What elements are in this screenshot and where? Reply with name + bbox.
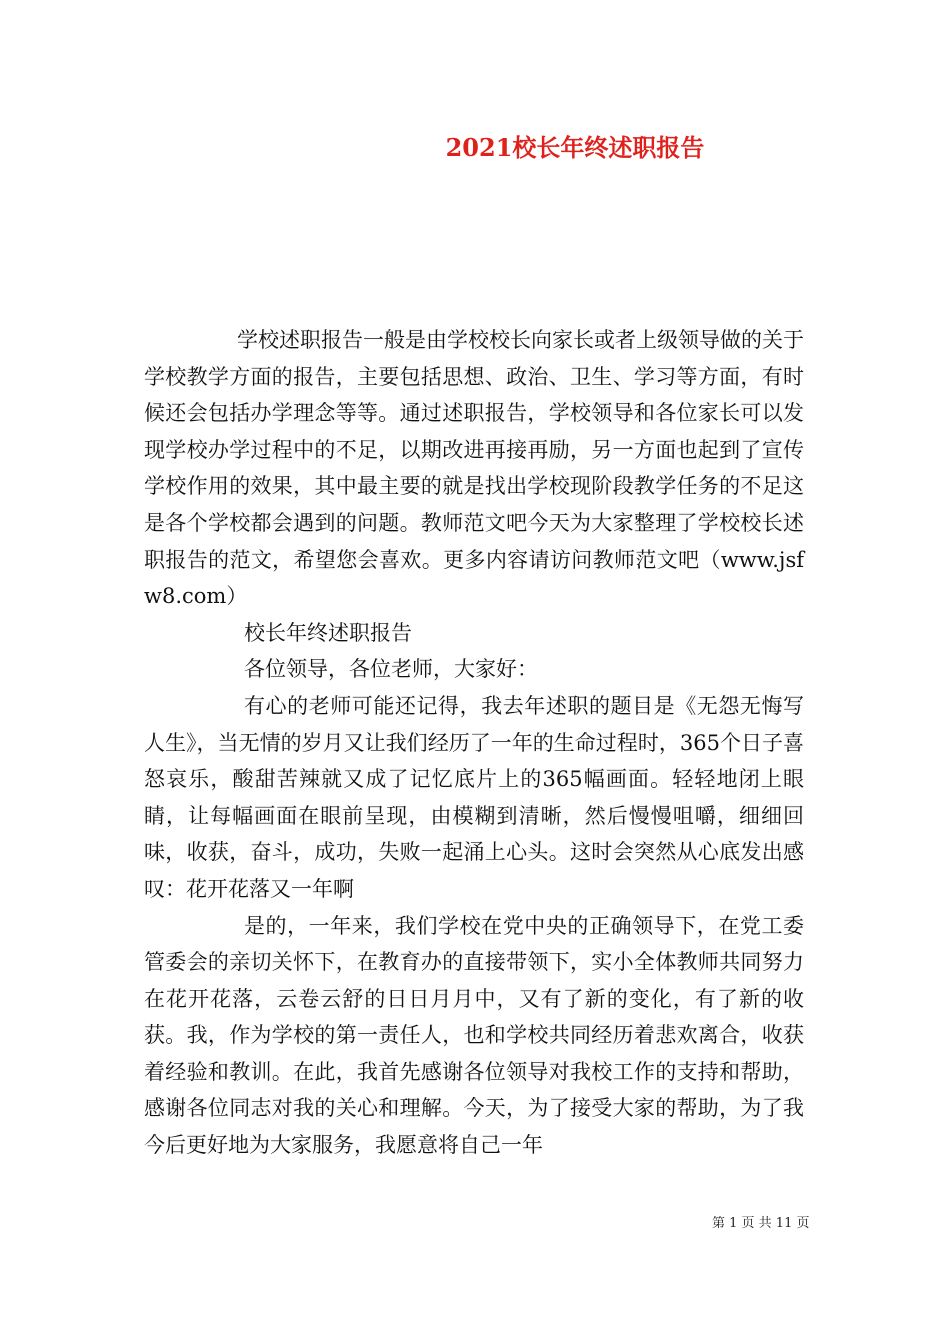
body-paragraph: 有心的老师可能还记得，我去年述职的题目是《无怨无悔写人生》，当无情的岁月又让我们经历了一年的生命过程时，365个日子喜怒哀乐，酸甜苦辣就又成了记忆底片上的365幅画面。轻轻地闭上眼睛，让每幅画面在眼前呈现，由模糊到清晰，然后慢慢咀嚼，细细回味，收获，奋斗，成功，失败一起涌上心头。这时会突然从心底发出感叹：花开花落又一年啊 <box>144 693 804 901</box>
greeting-line: 各位领导，各位老师，大家好： <box>244 657 538 682</box>
document-title-block <box>0 128 950 163</box>
report-heading-line: 校长年终述职报告 <box>244 620 412 645</box>
document-body <box>144 322 804 1164</box>
intro-paragraph: 学校述职报告一般是由学校校长向家长或者上级领导做的关于学校教学方面的报告，主要包括思想、政治、卫生、学习等方面，有时候还会包括办学理念等等。通过述职报告，学校领导和各位家长可以发现学校办学过程中的不足，以期改进再接再励，另一方面也起到了宣传学校作用的效果，其中最主要的就是找出学校现阶段教学任务的不足这是各个学校都会遇到的问题。教师范文吧今天为大家整理了学校校长述职报告的范文，希望您会喜欢。更多内容请访问教师范文吧（www.jsfw8.com） <box>144 328 804 609</box>
page-number-footer: 第 1 页 共 11 页 <box>712 1216 810 1231</box>
body-paragraph: 是的，一年来，我们学校在党中央的正确领导下，在党工委管委会的亲切关怀下，在教育办的直接带领下，实小全体教师共同努力在花开花落，云卷云舒的日日月月中，又有了新的变化，有了新的收获。我，作为学校的第一责任人，也和学校共同经历着悲欢离合，收获着经验和教训。在此，我首先感谢各位领导对我校工作的支持和帮助，感谢各位同志对我的关心和理解。今天，为了接受大家的帮助，为了我今后更好地为大家服务，我愿意将自己一年 <box>144 913 804 1158</box>
document-title: 2021校长年终述职报告 <box>445 133 705 162</box>
